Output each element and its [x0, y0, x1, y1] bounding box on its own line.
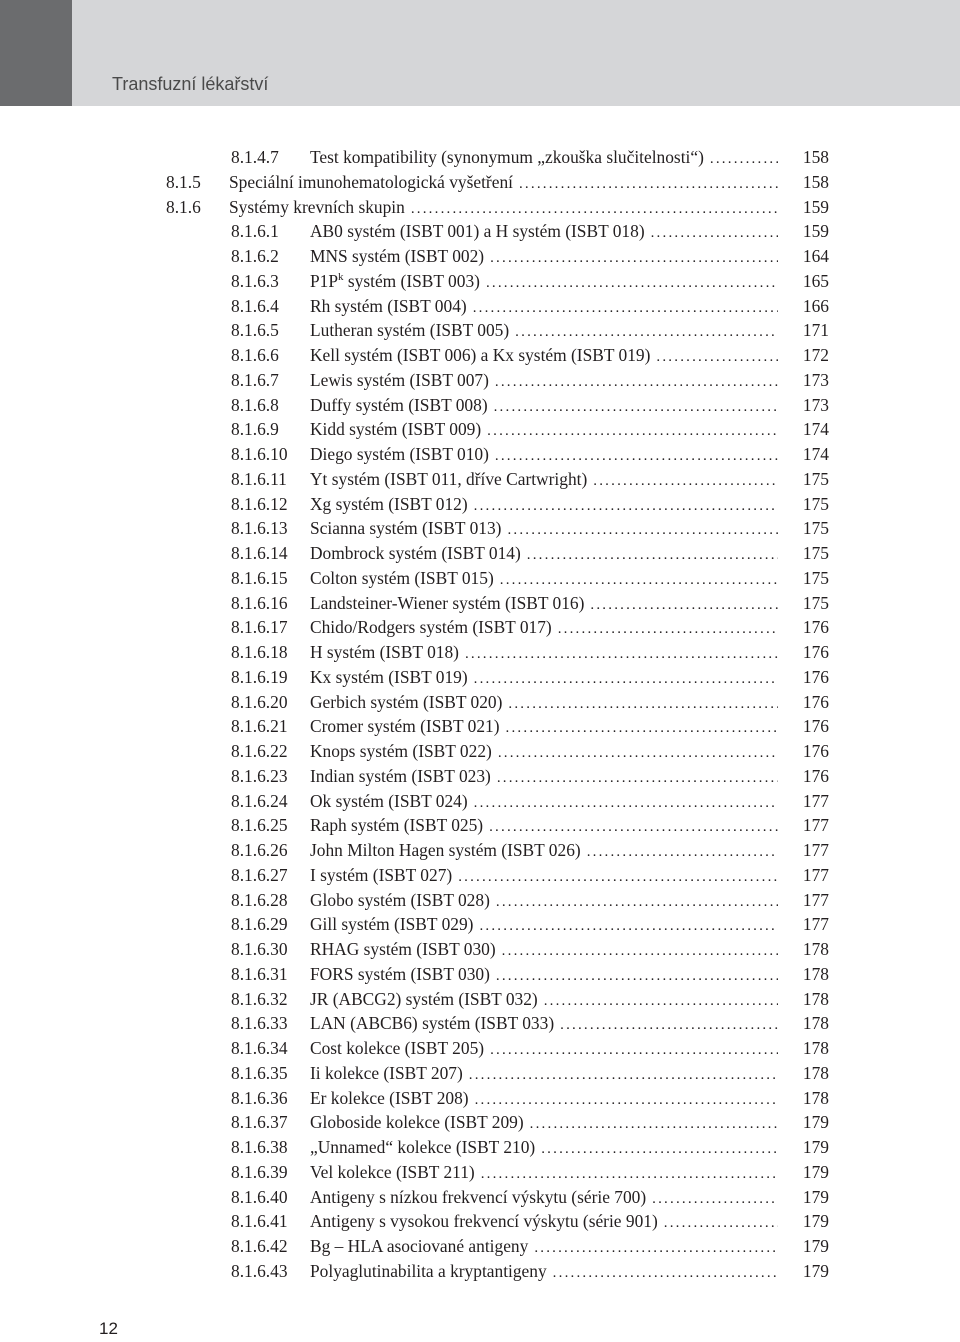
toc-entry-title-text: Scianna systém (ISBT 013): [310, 518, 502, 539]
toc-entry-title-text: AB0 systém (ISBT 001) a H systém (ISBT 018): [310, 221, 645, 242]
toc-entry-title-text: Globoside kolekce (ISBT 209): [310, 1112, 524, 1133]
toc-entry-number: 8.1.6.30: [231, 939, 288, 959]
leader-dots: [587, 840, 778, 865]
toc-entry-number: 8.1.6.22: [231, 741, 288, 761]
toc-entry: [0, 665, 960, 690]
leader-dots: [458, 865, 778, 890]
leader-dots: [474, 791, 778, 816]
toc-entry: [0, 714, 960, 739]
toc-entry-page: 166: [802, 295, 829, 316]
toc-entry-number: 8.1.6.4: [231, 295, 279, 316]
toc-entry-title: [310, 442, 778, 469]
leader-dots: [664, 1211, 778, 1236]
toc-entry-number: 8.1.6.33: [231, 1013, 288, 1034]
toc-entry-title: [310, 417, 778, 444]
toc-entry-title-text: Globo systém (ISBT 028): [310, 889, 490, 910]
toc-entry-title: [310, 937, 778, 964]
toc-entry-page: 178: [802, 988, 829, 1009]
toc-entry-title-text: Duffy systém (ISBT 008): [310, 394, 488, 415]
toc-entry-title-text: Gerbich systém (ISBT 020): [310, 691, 503, 712]
toc-entry: [0, 912, 960, 937]
toc-entry-number: 8.1.6.9: [231, 419, 279, 440]
toc-entry-page: 175: [802, 493, 829, 514]
toc-entry-page: 176: [802, 666, 829, 687]
toc-entry-page: 165: [802, 270, 829, 291]
toc-entry-number: 8.1.5: [166, 171, 201, 192]
leader-dots: [495, 444, 778, 469]
toc-entry-number: 8.1.6.23: [231, 765, 288, 786]
toc-entry-page: 179: [802, 1211, 829, 1232]
toc-entry: [0, 838, 960, 863]
toc-entry-title: [310, 987, 778, 1014]
toc-entry-page: 176: [802, 617, 829, 638]
leader-dots: [474, 667, 778, 692]
toc-entry-title-text: Test kompatibility (synonymum „zkouška slučitelnosti“): [310, 147, 704, 167]
toc-entry-number: 8.1.6.11: [231, 468, 287, 489]
toc-entry-title-text: Ok systém (ISBT 024): [310, 790, 468, 811]
toc-entry-title-text: P1P: [310, 270, 339, 291]
toc-entry-number: 8.1.6.3: [231, 270, 279, 291]
toc-entry: [0, 863, 960, 888]
toc-entry-number: 8.1.6.25: [231, 815, 288, 836]
toc-entry-title-text: Landsteiner-Wiener systém (ISBT 016): [310, 592, 585, 613]
toc-entry-title: [310, 838, 778, 865]
page-number: 12: [99, 1319, 118, 1338]
leader-dots: [519, 172, 778, 197]
toc-entry: [0, 1185, 960, 1210]
toc-entry: [0, 739, 960, 764]
toc-entry-page: 176: [802, 765, 829, 786]
toc-entry-page: 158: [802, 147, 829, 167]
toc-entry-title-text: Raph systém (ISBT 025): [310, 815, 484, 836]
toc-entry-page: 176: [802, 691, 829, 712]
toc-entry-title-text: Lutheran systém (ISBT 005): [310, 320, 510, 341]
toc-entry-title-text: Antigeny s nízkou frekvencí výskytu (série 700): [310, 1186, 647, 1207]
toc-entry-page: 178: [802, 1038, 829, 1058]
toc-entry-number: 8.1.6.13: [231, 518, 288, 539]
toc-entry-page: 176: [802, 716, 829, 737]
toc-entry-number: 8.1.6.18: [231, 642, 288, 662]
toc-entry: [0, 269, 960, 294]
toc-entry-page: 179: [802, 1186, 829, 1207]
toc-entry-page: 177: [802, 864, 829, 885]
toc-entry: [0, 244, 960, 269]
toc-entry-title-text: Cost kolekce (ISBT 205): [310, 1038, 485, 1058]
toc-entry: [0, 318, 960, 343]
toc-entry-page: 177: [802, 914, 829, 935]
toc-entry-title: [310, 1036, 778, 1063]
toc-entry-title: [310, 1185, 778, 1212]
toc-entry-number: 8.1.6.1: [231, 221, 279, 242]
toc-entry-page: 171: [802, 320, 829, 341]
toc-entry: [0, 1209, 960, 1234]
toc-entry: [0, 442, 960, 467]
toc-entry: [0, 591, 960, 616]
leader-dots: [465, 642, 778, 667]
toc-entry-page: 177: [802, 815, 829, 836]
toc-entry-title: [310, 863, 778, 890]
toc-entry-title: [310, 1234, 778, 1261]
toc-entry: [0, 1160, 960, 1185]
toc-entry-number: 8.1.6.31: [231, 963, 288, 984]
leader-dots: [498, 741, 778, 766]
leader-dots: [495, 370, 778, 395]
toc-entry: [0, 1110, 960, 1135]
toc-entry: [0, 888, 960, 913]
leader-dots: [553, 1261, 778, 1286]
toc-entry-page: 175: [802, 518, 829, 539]
toc-entry: [0, 467, 960, 492]
leader-dots: [473, 296, 778, 321]
toc-entry: [0, 1061, 960, 1086]
toc-entry-number: 8.1.6.19: [231, 666, 288, 687]
toc-entry-number: 8.1.6.26: [231, 840, 288, 860]
toc-entry-number: 8.1.6.39: [231, 1161, 288, 1182]
toc-entry-title-text: Knops systém (ISBT 022): [310, 741, 492, 761]
toc-entry: [0, 1234, 960, 1259]
toc-entry-page: 177: [802, 889, 829, 910]
toc-entry-title: [229, 170, 778, 197]
toc-entry-page: 174: [802, 444, 829, 464]
toc-entry-title: [310, 1135, 778, 1162]
toc-entry-title-text: Speciální imunohematologická vyšetření: [229, 171, 513, 192]
leader-dots: [490, 246, 778, 271]
toc-entry-title: [310, 219, 778, 246]
toc-entry-number: 8.1.6.35: [231, 1062, 288, 1083]
toc-entry-number: 8.1.6.8: [231, 394, 279, 415]
toc-entry-page: 175: [802, 468, 829, 489]
leader-dots: [496, 964, 778, 989]
toc-entry: [0, 343, 960, 368]
toc-entry: [0, 541, 960, 566]
toc-entry: [0, 195, 960, 220]
toc-entry-number: 8.1.6.10: [231, 444, 288, 464]
toc-entry: [0, 1135, 960, 1160]
toc-entry-number: 8.1.6.6: [231, 345, 279, 365]
toc-entry: [0, 640, 960, 665]
leader-dots: [475, 1088, 778, 1113]
toc-entry-title: [310, 368, 778, 395]
leader-dots: [481, 1162, 778, 1187]
toc-entry-title: [310, 269, 778, 296]
toc-entry-page: 164: [802, 246, 829, 266]
leader-dots: [534, 1236, 778, 1261]
leader-dots: [651, 221, 778, 246]
toc-entry-page: 172: [802, 345, 829, 365]
toc-entry-number: 8.1.6.16: [231, 592, 288, 613]
toc-entry-number: 8.1.6.17: [231, 617, 288, 638]
toc-entry-number: 8.1.6.28: [231, 889, 288, 910]
toc-entry: [0, 987, 960, 1012]
toc-entry-page: 175: [802, 543, 829, 563]
leader-dots: [530, 1112, 778, 1137]
toc-entry-page: 179: [802, 1137, 829, 1157]
leader-dots: [506, 716, 778, 741]
toc-entry-title: [310, 764, 778, 791]
leader-dots: [474, 494, 778, 519]
toc-entry: [0, 393, 960, 418]
toc-entry: [0, 294, 960, 319]
toc-entry-title: [310, 541, 778, 568]
toc-entry-title-text: H systém (ISBT 018): [310, 642, 459, 662]
toc-entry-title-text: RHAG systém (ISBT 030): [310, 939, 496, 959]
toc-entry-title-text: LAN (ABCB6) systém (ISBT 033): [310, 1013, 555, 1034]
toc-entry-number: 8.1.6.38: [231, 1137, 288, 1157]
leader-dots: [502, 939, 778, 964]
running-title: Transfuzní lékařství: [112, 74, 269, 94]
leader-dots: [560, 1013, 778, 1038]
toc-entry-number: 8.1.6.20: [231, 691, 288, 712]
toc-entry-title: [310, 1011, 778, 1038]
toc-entry-title: [310, 690, 778, 717]
toc-entry-title: [310, 615, 778, 642]
toc-entry-title-text: Dombrock systém (ISBT 014): [310, 543, 521, 563]
toc-entry-title: [310, 888, 778, 915]
toc-entry: [0, 145, 960, 170]
toc-entry: [0, 1036, 960, 1061]
header-band: [0, 0, 960, 106]
toc-entry-page: 178: [802, 963, 829, 984]
toc-entry-title-text: Diego systém (ISBT 010): [310, 444, 489, 464]
leader-dots: [490, 1038, 778, 1063]
toc-entry: [0, 1086, 960, 1111]
toc-entry-title: [310, 145, 778, 172]
toc-entry-number: 8.1.6.29: [231, 914, 288, 935]
toc-entry-title-text: systém (ISBT 003): [343, 270, 480, 291]
toc-entry-number: 8.1.6.5: [231, 320, 279, 341]
toc-entry-number: 8.1.6.36: [231, 1087, 288, 1108]
toc-entry-title-text: Er kolekce (ISBT 208): [310, 1087, 469, 1108]
toc-entry: [0, 219, 960, 244]
toc-entry: [0, 615, 960, 640]
toc-entry-number: 8.1.6.7: [231, 369, 279, 390]
toc-entry-number: 8.1.6.43: [231, 1260, 288, 1281]
toc-entry-number: 8.1.6.12: [231, 493, 288, 514]
toc-entry-title-text: Chido/Rodgers systém (ISBT 017): [310, 617, 552, 638]
toc-entry-title-text: Antigeny s vysokou frekvencí výskytu (série 901): [310, 1211, 658, 1232]
toc-entry-page: 159: [802, 196, 829, 217]
toc-entry-page: 178: [802, 1062, 829, 1083]
leader-dots: [469, 1063, 778, 1088]
toc-entry-title: [310, 318, 778, 345]
toc-entry-title-text: Kell systém (ISBT 006) a Kx systém (ISBT 019): [310, 345, 651, 365]
toc-entry: [0, 492, 960, 517]
toc-entry-title-text: Bg – HLA asociované antigeny: [310, 1236, 529, 1256]
toc-entry-title: [310, 912, 778, 939]
toc-entry-page: 175: [802, 592, 829, 613]
leader-dots: [590, 593, 778, 618]
leader-dots: [494, 395, 778, 420]
toc-entry: [0, 368, 960, 393]
toc-entry: [0, 516, 960, 541]
toc-entry-title: [310, 1259, 778, 1286]
toc-entry-title: [310, 1086, 778, 1113]
leader-dots: [527, 543, 778, 568]
toc-entry-title: [310, 739, 778, 766]
toc-entry-title-superscript: k: [338, 270, 344, 283]
toc-entry-number: 8.1.6.37: [231, 1112, 288, 1133]
toc-entry-title-text: Lewis systém (ISBT 007): [310, 369, 489, 390]
toc-entry-page: 159: [802, 221, 829, 242]
toc-entry: [0, 764, 960, 789]
leader-dots: [710, 147, 778, 172]
leader-dots: [496, 890, 778, 915]
toc-entry-title-text: Gill systém (ISBT 029): [310, 914, 474, 935]
toc-entry-number: 8.1.6.14: [231, 543, 288, 563]
leader-dots: [497, 766, 778, 791]
toc-entry-page: 175: [802, 567, 829, 588]
toc-entry-page: 174: [802, 419, 829, 440]
toc-entry: [0, 170, 960, 195]
toc-entry: [0, 1259, 960, 1284]
toc-entry-number: 8.1.6.34: [231, 1038, 288, 1058]
toc-entry: [0, 1011, 960, 1036]
toc-entry-number: 8.1.6.27: [231, 864, 288, 885]
toc-entry-title-text: „Unnamed“ kolekce (ISBT 210): [310, 1137, 536, 1157]
toc-entry-title-text: John Milton Hagen systém (ISBT 026): [310, 840, 581, 860]
toc-entry-number: 8.1.6.15: [231, 567, 288, 588]
toc-entry-page: 179: [802, 1260, 829, 1281]
toc-entry-number: 8.1.6.21: [231, 716, 288, 737]
toc-entry-page: 177: [802, 840, 829, 860]
leader-dots: [487, 419, 778, 444]
toc-entry-title-text: Rh systém (ISBT 004): [310, 295, 467, 316]
leader-dots: [544, 989, 778, 1014]
leader-dots: [411, 197, 778, 222]
header-tab: [0, 0, 72, 106]
toc-entry-number: 8.1.6: [166, 196, 201, 217]
toc-entry-page: 176: [802, 642, 829, 662]
toc-entry-page: 178: [802, 939, 829, 959]
toc-entry-title: [310, 566, 778, 593]
toc-entry-number: 8.1.6.32: [231, 988, 288, 1009]
toc-entry-title: [310, 962, 778, 989]
toc-entry-page: 173: [802, 394, 829, 415]
leader-dots: [508, 692, 778, 717]
toc-entry-title: [310, 1061, 778, 1088]
table-of-contents: [0, 145, 960, 1284]
toc-entry-title: [310, 1160, 778, 1187]
leader-dots: [489, 815, 778, 840]
toc-entry-title: [310, 492, 778, 519]
leader-dots: [486, 271, 778, 296]
toc-entry-title: [310, 640, 778, 667]
toc-entry-page: 179: [802, 1161, 829, 1182]
toc-entry-title: [310, 516, 778, 543]
toc-entry-number: 8.1.6.42: [231, 1236, 288, 1256]
toc-entry-number: 8.1.6.24: [231, 790, 288, 811]
toc-entry-page: 179: [802, 1112, 829, 1133]
toc-entry-title-text: FORS systém (ISBT 030): [310, 963, 490, 984]
toc-entry-title-text: Kx systém (ISBT 019): [310, 666, 468, 687]
toc-entry-title: [310, 393, 778, 420]
leader-dots: [541, 1137, 778, 1162]
toc-entry-title-text: Polyaglutinabilita a kryptantigeny: [310, 1260, 547, 1281]
leader-dots: [479, 914, 778, 939]
toc-entry: [0, 813, 960, 838]
toc-entry: [0, 937, 960, 962]
toc-entry-title-text: I systém (ISBT 027): [310, 864, 453, 885]
toc-entry-number: 8.1.6.2: [231, 246, 279, 266]
toc-entry-page: 177: [802, 790, 829, 811]
toc-entry-title: [310, 714, 778, 741]
toc-entry-page: 173: [802, 369, 829, 390]
toc-entry-page: 178: [802, 1087, 829, 1108]
toc-entry: [0, 417, 960, 442]
toc-entry-title: [310, 665, 778, 692]
toc-entry-title-text: JR (ABCG2) systém (ISBT 032): [310, 988, 538, 1009]
toc-entry-page: 176: [802, 741, 829, 761]
leader-dots: [656, 345, 778, 370]
toc-entry-title-text: Colton systém (ISBT 015): [310, 567, 494, 588]
toc-entry-title-text: Vel kolekce (ISBT 211): [310, 1161, 475, 1182]
leader-dots: [652, 1187, 778, 1212]
toc-entry-title: [310, 591, 778, 618]
toc-entry-number: 8.1.6.40: [231, 1186, 288, 1207]
toc-entry-page: 158: [802, 171, 829, 192]
toc-entry-title-text: Ii kolekce (ISBT 207): [310, 1062, 463, 1083]
toc-entry: [0, 962, 960, 987]
toc-entry-title: [310, 467, 778, 494]
toc-entry-title: [310, 1110, 778, 1137]
leader-dots: [500, 568, 778, 593]
toc-entry: [0, 789, 960, 814]
toc-entry-title: [229, 195, 778, 222]
toc-entry-title: [310, 244, 778, 271]
leader-dots: [558, 617, 778, 642]
toc-entry-title-text: Systémy krevních skupin: [229, 196, 405, 217]
toc-entry-title-text: Indian systém (ISBT 023): [310, 765, 491, 786]
leader-dots: [515, 320, 778, 345]
toc-entry-number: 8.1.4.7: [231, 147, 279, 167]
toc-entry-title: [310, 294, 778, 321]
toc-entry-title-text: Cromer systém (ISBT 021): [310, 716, 500, 737]
toc-entry-page: 178: [802, 1013, 829, 1034]
toc-entry-number: 8.1.6.41: [231, 1211, 288, 1232]
toc-entry-title: [310, 789, 778, 816]
toc-entry-title-text: Kidd systém (ISBT 009): [310, 419, 482, 440]
toc-entry-title: [310, 813, 778, 840]
leader-dots: [507, 518, 778, 543]
toc-entry-title-text: Yt systém (ISBT 011, dříve Cartwright): [310, 468, 588, 489]
toc-entry-title-text: Xg systém (ISBT 012): [310, 493, 468, 514]
toc-entry: [0, 690, 960, 715]
toc-entry-title: [310, 1209, 778, 1236]
toc-entry: [0, 566, 960, 591]
toc-entry-title-text: MNS systém (ISBT 002): [310, 246, 485, 266]
leader-dots: [593, 469, 778, 494]
toc-entry-page: 179: [802, 1236, 829, 1256]
toc-entry-title: [310, 343, 778, 370]
